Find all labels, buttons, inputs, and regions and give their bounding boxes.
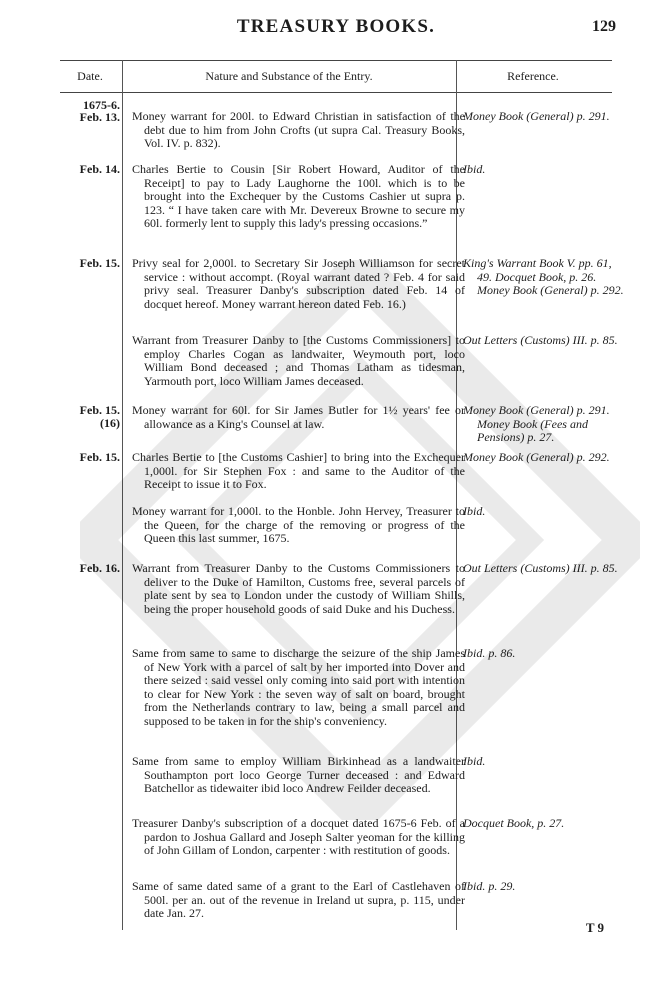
entry-text: Same from same to same to discharge the seizure of the ship James of New York with a parcel of salt by her imported into Dover and there seized : said vessel only coming into said port with intention to clear for New York : the seven way of salt on board, brought from the Netherlands contrary to law, being a small parcel and supposed to be taken in for the ship's conveniency. (132, 646, 465, 728)
entry-date: Feb. 13. (79, 110, 120, 124)
entry-reference: Ibid. p. 86. (463, 646, 516, 660)
entry-text: Same of same dated same of a grant to the Earl of Castlehaven of 500l. per an. out of the revenue in Ireland ut supra, p. 115, under date Jan. 27. (132, 879, 465, 921)
entry-reference: Ibid. (463, 162, 486, 176)
top-rule (60, 60, 612, 61)
entry-text: Warrant from Treasurer Danby to [the Customs Commissioners] to employ Charles Cogan as landwaiter, Weymouth port, loco William Bond deceased ; and Thomas Latham as tidesman, Yarmouth port, loco William James deceased. (132, 333, 465, 388)
entry-text: Money warrant for 60l. for Sir James Butler for 1½ years' fee or allowance as a King's Counsel at law. (132, 403, 465, 431)
entry-text: Money warrant for 200l. to Edward Christian in satisfaction of the debt due to him from John Crofts (ut supra Cal. Treasury Books, Vol. IV. p. 832). (132, 109, 465, 151)
entry-text: Charles Bertie to [the Customs Cashier] to bring into the Exchequer 1,000l. for Sir Stephen Fox : and same to the Auditor of the Receipt to issue it to Fox. (132, 450, 465, 492)
header-rule (60, 92, 612, 93)
entry-date: Feb. 14. (79, 162, 120, 176)
entry-reference: King's Warrant Book V. pp. 61, 49. Docquet Book, p. 26. Money Book (General) p. 292. (463, 256, 624, 298)
entry-text: Privy seal for 2,000l. to Secretary Sir Joseph Williamson for secret service : without accompt. (Royal warrant dated ? Feb. 4 for said privy seal. Treasurer Danby's subscription dated Feb. 14 of docquet hereof. Money warrant hereon dated Feb. 16.) (132, 256, 465, 311)
entry-date: Feb. 15. (79, 403, 120, 417)
page-number: 129 (592, 18, 616, 35)
entry-date-alt: (16) (100, 416, 120, 430)
entry-reference: Ibid. (463, 504, 486, 518)
entry-year: 1675-6. (83, 98, 120, 112)
entry-reference: Ibid. p. 29. (463, 879, 516, 893)
entry-reference: Out Letters (Customs) III. p. 85. (463, 333, 618, 347)
page-header (0, 14, 672, 40)
entry-text: Charles Bertie to Cousin [Sir Robert Howard, Auditor of the Receipt] to pay to Lady Laughorne the 100l. which is to be brought into the Exchequer by the Customs Cashier ut supra p. 123. “ I have taken care with Mr. Devereux Browne to secure my 60l. formerly lent to supply this lady's pressing occasions.” (132, 162, 465, 231)
entry-date: Feb. 15. (79, 450, 120, 464)
entry-text: Warrant from Treasurer Danby to the Customs Commissioners to deliver to the Duke of Hamilton, Customs free, several parcels of plate sent by sea to London under the custody of William Shills, being the proper household goods of said Duke and his Duchess. (132, 561, 465, 616)
column-header-nature: Nature and Substance of the Entry. (205, 69, 373, 83)
entry-reference: Money Book (General) p. 291. Money Book (Fees and Pensions) p. 27. (463, 403, 610, 445)
entry-reference: Ibid. (463, 754, 486, 768)
date-column-divider (122, 60, 123, 930)
entry-text: Treasurer Danby's subscription of a docquet dated 1675-6 Feb. of a pardon to Joshua Gallard and Joseph Salter yeoman for the killing of John Gillam of London, carpenter : with restitution of goods. (132, 816, 465, 858)
signature-mark: T 9 (585, 920, 604, 935)
entry-reference: Money Book (General) p. 292. (463, 450, 610, 464)
entry-reference: Docquet Book, p. 27. (463, 816, 565, 830)
column-header-reference: Reference. (507, 69, 559, 83)
entry-text: Money warrant for 1,000l. to the Honble. John Hervey, Treasurer to the Queen, for the charge of the removing or progress of the Queen this last summer, 1675. (132, 504, 465, 546)
entry-text: Same from same to employ William Birkinhead as a landwaiter Southampton port loco George Turner deceased : and Edward Batchellor as tidewaiter ibid loco Andrew Feilder deceased. (132, 754, 465, 796)
entry-reference: Money Book (General) p. 291. (463, 109, 610, 123)
entry-reference: Out Letters (Customs) III. p. 85. (463, 561, 618, 575)
column-header-date: Date. (77, 69, 103, 83)
entry-date: Feb. 15. (79, 256, 120, 270)
running-title: TREASURY BOOKS. (236, 16, 436, 37)
entry-date: Feb. 16. (79, 561, 120, 575)
